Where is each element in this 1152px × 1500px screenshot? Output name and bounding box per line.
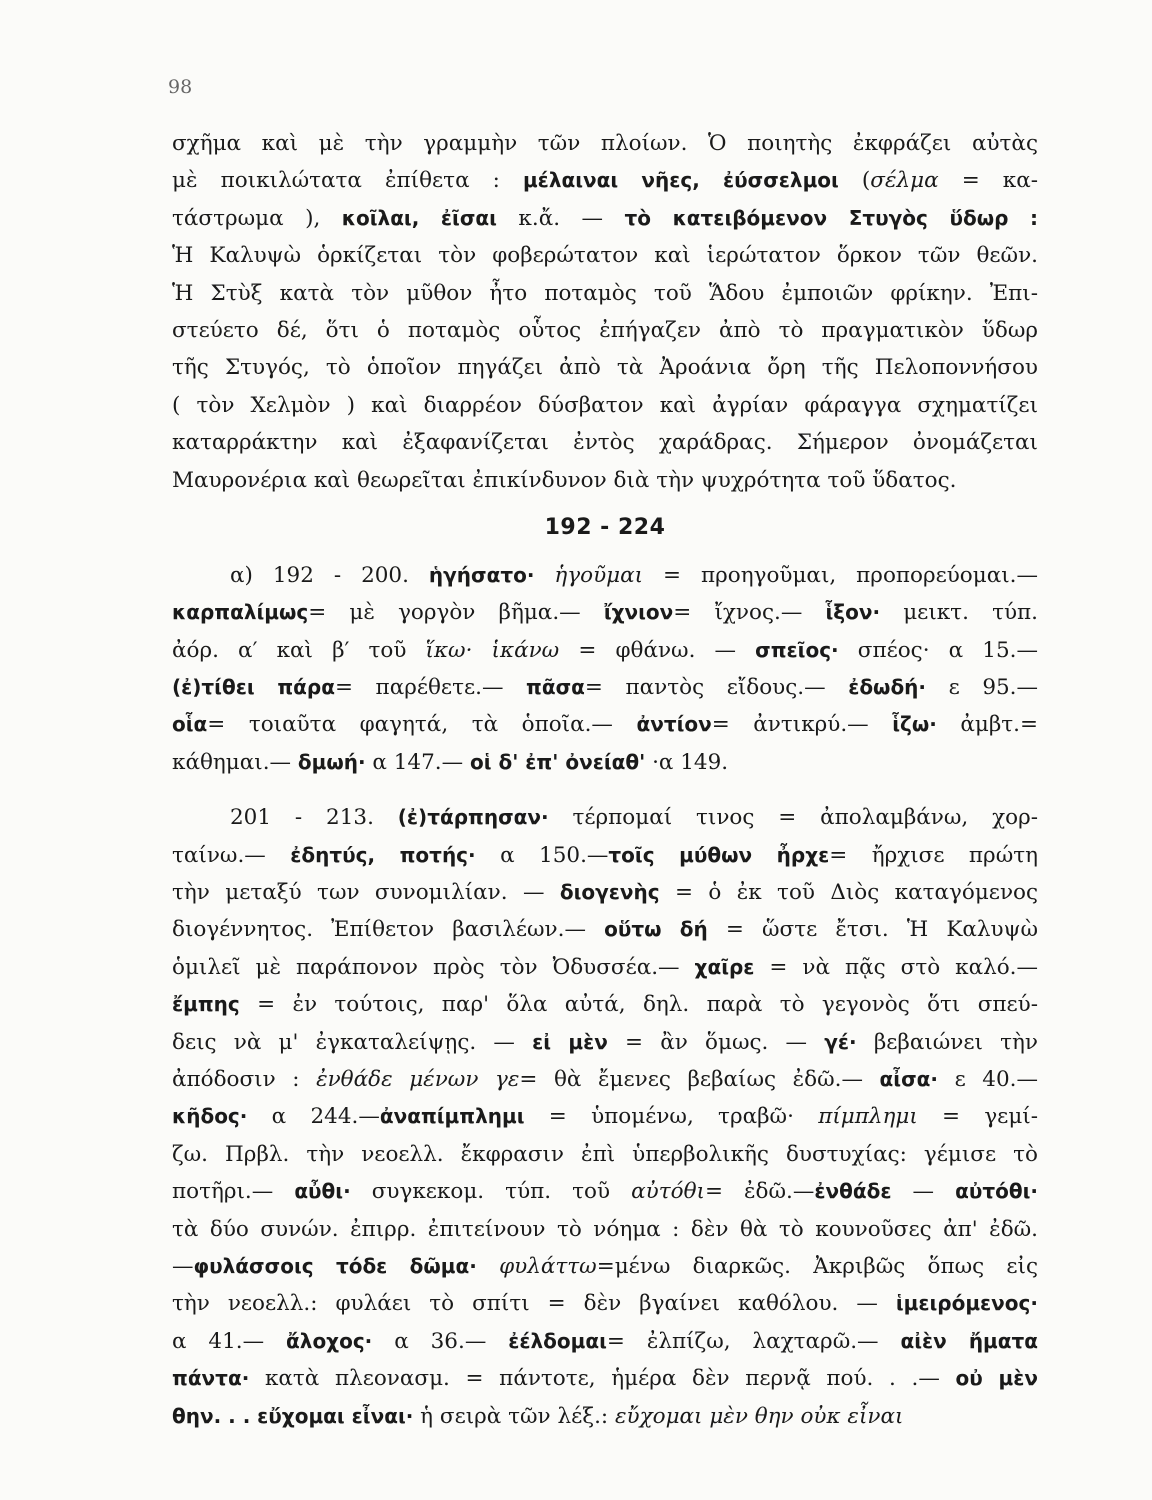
headword: ἐέλδομαι — [508, 1328, 607, 1353]
headword: εἰ μὲν — [532, 1029, 608, 1054]
text-run: = ἐδῶ.— — [704, 1179, 815, 1205]
text-line — [172, 1136, 1038, 1173]
headword: τὸ κατειβόμενον Στυγὸς ὕδωρ : — [624, 205, 1038, 230]
text-line — [172, 1024, 1038, 1061]
headword: ἐνθάδε — [814, 1179, 892, 1204]
text-run: καταρράκτην καὶ ἐξαφανίζεται ἐντὸς χαράδρας. Σήμερον ὀνομάζεται — [172, 430, 1038, 456]
headword: αἶσα· — [879, 1066, 938, 1091]
headword: (ἐ)τίθει πάρα — [172, 675, 335, 700]
text-run: σπέος· α 15.— — [838, 637, 1038, 663]
text-body — [172, 125, 1038, 1435]
text-line — [172, 1285, 1038, 1322]
text-line — [172, 1398, 1038, 1435]
text-line — [172, 462, 1038, 499]
text-run: ὁμιλεῖ μὲ παράπονον πρὸς τὸν Ὀδυσσέα.— — [172, 954, 695, 980]
text-run: ἀόρ. α′ καὶ β′ τοῦ — [172, 637, 426, 663]
headword: αὖθι· — [294, 1179, 351, 1204]
text-run: τὴν μεταξύ των συνομιλίαν. — — [172, 880, 560, 906]
text-run: τέρπομαί τινος = ἀπολαμβάνω, χορ- — [548, 805, 1038, 831]
text-run: τῆς Στυγός, τὸ ὁποῖον πηγάζει ἀπὸ τὰ Ἀροάνια ὄρη τῆς Πελοποννήσου — [172, 355, 1038, 381]
headword: καρπαλίμως — [172, 600, 309, 625]
italic-term: ἡγοῦμαι — [554, 562, 644, 588]
text-run: ε 40.— — [938, 1066, 1038, 1092]
headword: δμωή· — [297, 749, 366, 774]
italic-term: ἐνθάδε μένων γε — [316, 1066, 520, 1092]
italic-term: εὔχομαι μὲν θην οὐκ εἶναι — [614, 1403, 904, 1429]
headword: οἷα — [172, 712, 208, 737]
italic-term: αὐτόθι — [631, 1179, 705, 1205]
text-run: = προηγοῦμαι, προπορεύομαι.— — [643, 562, 1039, 588]
text-line — [172, 1360, 1038, 1397]
text-run: α 244.— — [247, 1104, 380, 1130]
text-run: Ἡ Καλυψὼ ὁρκίζεται τὸν φοβερώτατον καὶ ἱερώτατον ὅρκον τῶν θεῶν. — [172, 243, 1038, 269]
text-run: ( — [838, 168, 871, 194]
paragraph — [172, 799, 1038, 1435]
text-run: μὲ ποικιλώτατα ἐπίθετα : — [172, 168, 523, 194]
text-run: α 147.— — [365, 749, 470, 775]
text-run: = ὁ ἐκ τοῦ Διὸς καταγόμενος — [659, 880, 1039, 906]
text-run: α 41.— — [172, 1328, 287, 1354]
headword: οὐ μὲν — [955, 1366, 1038, 1391]
headword: αἰὲν ἤματα — [900, 1328, 1039, 1353]
text-run: ποτῆρι.— — [172, 1179, 295, 1205]
headword: οὕτω δή — [604, 917, 708, 942]
text-run — [534, 563, 554, 588]
headword: σπεῖος· — [755, 637, 839, 662]
headword: θην. . . — [172, 1403, 251, 1428]
text-run: τὴν νεοελλ.: φυλάει τὸ σπίτι = δὲν βγαίνει καθόλου. — — [172, 1291, 896, 1317]
text-run: ταίνω.— — [172, 842, 291, 868]
text-line — [172, 949, 1038, 986]
headword: διογενὴς — [559, 880, 660, 905]
text-run: = νὰ πᾷς στὸ καλό.— — [754, 954, 1039, 980]
text-line — [172, 162, 1038, 199]
italic-term: φυλάττω — [499, 1253, 597, 1279]
headword: χαῖρε — [694, 954, 755, 979]
text-run: = ἐλπίζω, λαχταρῶ.— — [606, 1328, 901, 1354]
headword: ἱμειρόμενος· — [895, 1291, 1038, 1316]
text-run: σχῆμα καὶ μὲ τὴν γραμμὴν τῶν πλοίων. Ὁ ποιητὴς ἐκφράζει αὐτὰς — [172, 131, 1038, 156]
text-line — [172, 744, 1038, 781]
headword: αὐτόθι· — [955, 1179, 1038, 1204]
text-run: = ὥστε ἔτσι. Ἡ Καλυψὼ — [707, 917, 1038, 943]
paragraph-gap — [172, 781, 1038, 799]
headword: εὔχομαι εἶναι· — [257, 1403, 414, 1428]
text-run: 201 - 213. — [230, 805, 398, 831]
text-line — [172, 312, 1038, 349]
text-run: μεικτ. τύπ. — [880, 600, 1038, 626]
headword: ἡγήσατο· — [428, 562, 535, 587]
headword: τοῖς μύθων ἦρχε — [608, 842, 830, 867]
text-run: = κα- — [938, 168, 1038, 194]
text-line — [172, 594, 1038, 631]
text-run: ·α 149. — [645, 749, 729, 775]
text-run: = ὑπομένω, τραβῶ· — [524, 1104, 819, 1130]
text-run: κ.ἄ. — — [496, 205, 625, 231]
text-line — [172, 1211, 1038, 1248]
text-run: = παρέθετε.— — [334, 675, 527, 701]
text-run: = ἴχνος.— — [673, 600, 826, 626]
text-run: = γεμί- — [917, 1104, 1038, 1130]
italic-term: ἵκω· ἱκάνω — [425, 637, 560, 663]
text-line — [172, 125, 1038, 162]
text-run: = ἤρχισε πρώτη — [829, 842, 1039, 868]
text-run: α) 192 - 200. — [230, 562, 429, 588]
headword: κοῖλαι, ἐῖσαι — [341, 205, 497, 230]
text-run: =μένω διαρκῶς. Ἀκριβῶς ὅπως εἰς — [596, 1253, 1038, 1279]
text-run: τάστρωμα ), — [172, 205, 342, 231]
text-run: διογέννητος. Ἐπίθετον βασιλέων.— — [172, 917, 605, 943]
text-line — [172, 986, 1038, 1023]
text-run: = θὰ ἔμενες βεβαίως ἐδῶ.— — [519, 1066, 880, 1092]
headword: πᾶσα — [526, 675, 585, 700]
text-line — [172, 874, 1038, 911]
text-run: — — [891, 1179, 956, 1205]
text-run: ἡ σειρὰ τῶν λέξ.: — [413, 1403, 615, 1429]
text-run: = ἀντικρύ.— — [711, 712, 893, 738]
text-run: κάθημαι.— — [172, 749, 298, 775]
text-line — [172, 632, 1038, 669]
headword: κῆδος· — [172, 1104, 248, 1129]
text-run: — — [172, 1253, 194, 1279]
headword: ἀντίον — [636, 712, 712, 737]
italic-term: σέλμα — [870, 168, 939, 194]
text-line — [172, 1098, 1038, 1135]
text-line — [172, 387, 1038, 424]
italic-term: πίμπλημι — [818, 1104, 918, 1130]
text-run: συγκεκομ. τύπ. τοῦ — [350, 1179, 632, 1205]
headword: μέλαιναι νῆες, ἐύσσελμοι — [522, 168, 839, 193]
text-line — [172, 1061, 1038, 1098]
text-run: = ἐν τούτοις, παρ' ὅλα αὐτά, δηλ. παρὰ τὸ γεγονὸς ὅτι σπεύ- — [239, 992, 1038, 1018]
text-run: ἀμβτ.= — [936, 712, 1039, 738]
text-run: Μαυρονέρια καὶ θεωρεῖται ἐπικίνδυνον διὰ τὴν ψυχρότητα τοῦ ὕδατος. — [172, 467, 957, 493]
text-run: δεις νὰ μ' ἐγκαταλείψῃς. — — [172, 1029, 533, 1055]
text-run: ε 95.— — [926, 675, 1039, 701]
text-run: τὰ δύο συνών. ἐπιρρ. ἐπιτείνουν τὸ νόημα : δὲν θὰ τὸ κουνοῦσες ἀπ' ἐδῶ. — [172, 1216, 1038, 1242]
text-line — [172, 1173, 1038, 1210]
text-run: = ἂν ὅμως. — — [607, 1029, 825, 1055]
headword: οἱ δ' ἐπ' ὀνείαθ' — [469, 749, 646, 774]
text-run: = μὲ γοργὸν βῆμα.— — [308, 600, 604, 626]
text-run: α 36.— — [372, 1328, 509, 1354]
text-run: ( τὸν Χελμὸν ) καὶ διαρρέον δύσβατον καὶ ἀγρίαν φάραγγα σχηματίζει — [172, 392, 1038, 418]
page-number: 98 — [168, 76, 193, 98]
text-run: ζω. Πρβλ. τὴν νεοελλ. ἔκφρασιν ἐπὶ ὑπερβολικῆς δυστυχίας: γέμισε τὸ — [172, 1141, 1038, 1167]
headword: πάντα· — [172, 1366, 250, 1391]
text-run: = φθάνω. — — [559, 637, 756, 663]
headword: ἷξον· — [825, 600, 881, 625]
headword: ἷζω· — [892, 712, 937, 737]
text-line — [172, 1323, 1038, 1360]
text-run: Ἡ Στὺξ κατὰ τὸν μῦθον ἦτο ποταμὸς τοῦ Ἅδου ἐμποιῶν φρίκην. Ἐπι- — [172, 280, 1038, 306]
headword: ἔμπης — [172, 992, 240, 1017]
text-line — [172, 424, 1038, 461]
text-run: στεύετο δέ, ὅτι ὁ ποταμὸς οὗτος ἐπήγαζεν ἀπὸ τὸ πραγματικὸν ὕδωρ — [172, 317, 1038, 343]
headword: ἴχνιον — [603, 600, 674, 625]
headword: φυλάσσοις τόδε δῶμα· — [193, 1253, 477, 1278]
headword: ἐδητύς, ποτής· — [290, 842, 476, 867]
text-run: = τοιαῦτα φαγητά, τὰ ὁποῖα.— — [207, 712, 637, 738]
text-line — [172, 1248, 1038, 1285]
text-run: κατὰ πλεονασμ. = πάντοτε, ἡμέρα δὲν περνᾷ πού. . .— — [249, 1366, 956, 1392]
text-line — [172, 349, 1038, 386]
text-line — [172, 557, 1038, 594]
text-line — [172, 237, 1038, 274]
paragraph — [172, 557, 1038, 781]
headword: (ἐ)τάρπησαν· — [397, 805, 549, 830]
headword: γέ· — [824, 1029, 857, 1054]
text-line — [172, 275, 1038, 312]
text-line — [172, 669, 1038, 706]
text-line — [172, 706, 1038, 743]
text-line — [172, 837, 1038, 874]
text-run: βεβαιώνει τὴν — [856, 1029, 1038, 1055]
section-heading: 192 - 224 — [544, 514, 666, 540]
text-run: α 150.— — [475, 842, 609, 868]
text-run — [477, 1254, 499, 1279]
paragraph — [172, 125, 1038, 499]
headword: ἀναπίμπλημι — [379, 1104, 525, 1129]
headword: ἄλοχος· — [286, 1328, 373, 1353]
text-line — [172, 200, 1038, 237]
headword: ἐδωδή· — [848, 675, 927, 700]
text-line — [172, 799, 1038, 836]
text-run: = παντὸς εἴδους.— — [584, 675, 849, 701]
text-run: ἀπόδοσιν : — [172, 1066, 317, 1092]
text-line — [172, 911, 1038, 948]
